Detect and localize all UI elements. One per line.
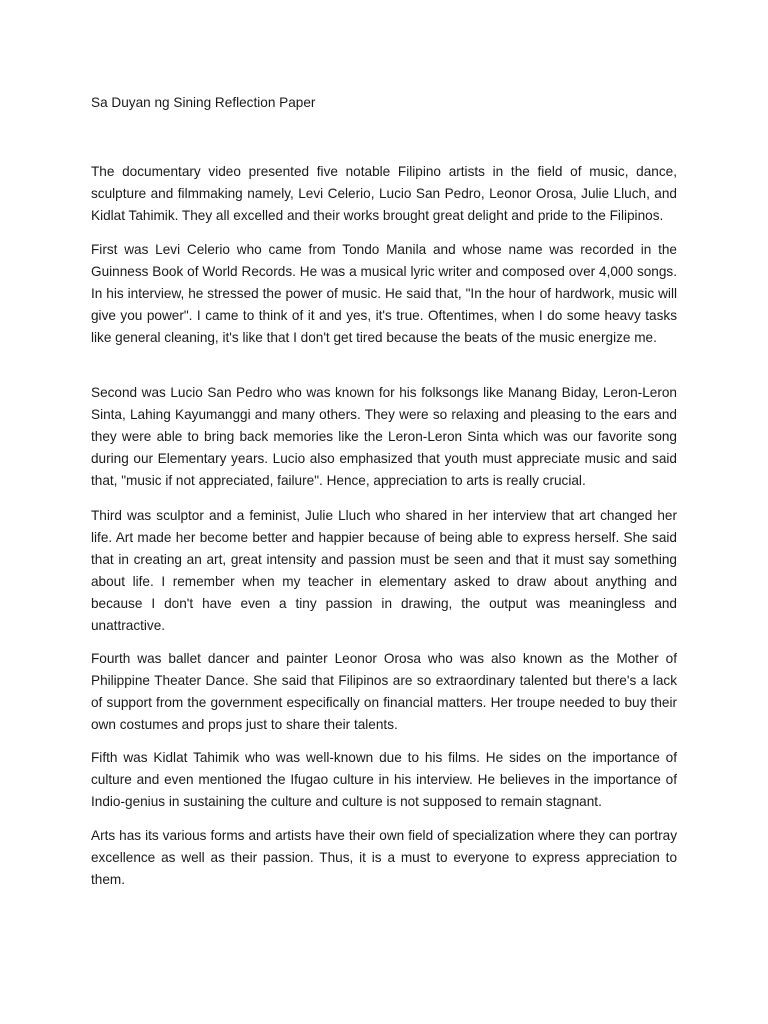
- paragraph-julie-lluch: Third was sculptor and a feminist, Julie Lluch who shared in her interview that art changed her life. Art made her become better and happier because of being able to express herself. She said that in creating an art, great intensity and passion must be seen and that it must say something about life. I remember when my teacher in elementary asked to draw about anything and because I don't have even a tiny passion in drawing, the output was meaningless and unattractive.: [91, 508, 677, 633]
- document-title: Sa Duyan ng Sining Reflection Paper: [91, 95, 316, 110]
- paragraph-kidlat-tahimik: Fifth was Kidlat Tahimik who was well-known due to his films. He sides on the importance of culture and even mentioned the Ifugao culture in his interview. He believes in the importance of Indio-genius in sustaining the culture and culture is not supposed to remain stagnant.: [91, 750, 677, 809]
- paragraph-lucio-san-pedro: Second was Lucio San Pedro who was known for his folksongs like Manang Biday, Leron-Leron Sinta, Lahing Kayumanggi and many others. They were so relaxing and pleasing to the ears and they were able to bring back memories like the Leron-Leron Sinta which was our favorite song during our Elementary years. Lucio also emphasized that youth must appreciate music and said that, "music if not appreciated, failure". Hence, appreciation to arts is really crucial.: [91, 385, 677, 488]
- paragraph-leonor-orosa: Fourth was ballet dancer and painter Leonor Orosa who was also known as the Mother of Philippine Theater Dance. She said that Filipinos are so extraordinary talented but there's a lack of support from the government especifically on financial matters. Her troupe needed to buy their own costumes and props just to share their talents.: [91, 651, 677, 732]
- paragraph-conclusion: Arts has its various forms and artists have their own field of specialization where they can portray excellence as well as their passion. Thus, it is a must to everyone to express appreciation to them.: [91, 828, 677, 887]
- paragraph-levi-celerio: First was Levi Celerio who came from Tondo Manila and whose name was recorded in the Guinness Book of World Records. He was a musical lyric writer and composed over 4,000 songs. In his interview, he stressed the power of music. He said that, "In the hour of hardwork, music will give you power". I came to think of it and yes, it's true. Oftentimes, when I do some heavy tasks like general cleaning, it's like that I don't get tired because the beats of the music energize me.: [91, 242, 677, 345]
- paragraph-introduction: The documentary video presented five notable Filipino artists in the field of music, dance, sculpture and filmmaking namely, Levi Celerio, Lucio San Pedro, Leonor Orosa, Julie Lluch, and Kidlat Tahimik. They all excelled and their works brought great delight and pride to the Filipinos.: [91, 164, 677, 223]
